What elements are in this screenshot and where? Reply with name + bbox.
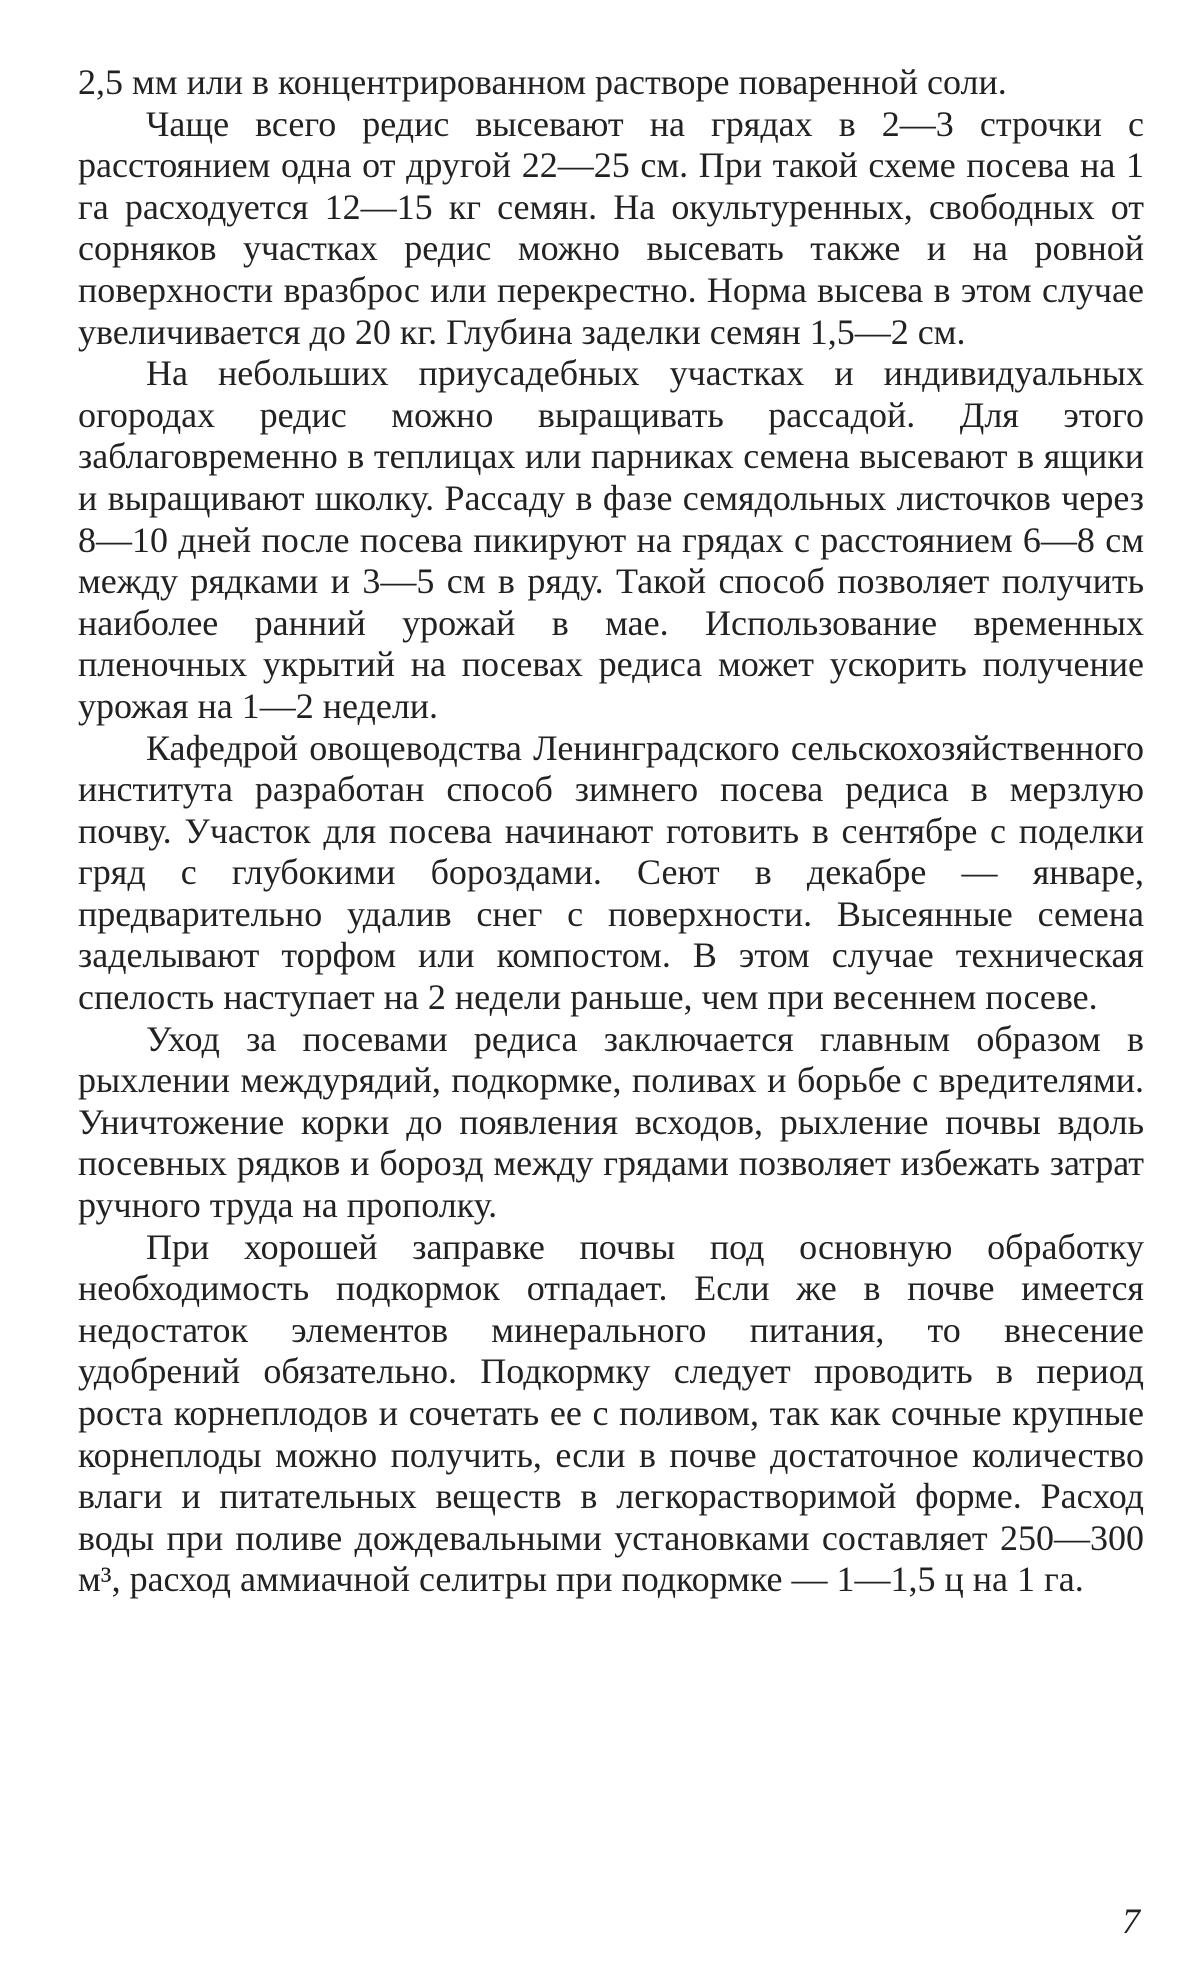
paragraph-seedling-method: На небольших приусадебных участках и индивидуальных огородах редис можно выращивать рассадой. Для этого заблаговременно в теплицах или парниках семена высевают в ящики и выращивают школку. Рассаду в фазе семядольных листочков через 8—10 дней после посева пикируют на грядах с расстоянием 6—8 см между рядками и 3—5 см в ряду. Такой способ позволяет получить наиболее ранний урожай в мае. Использование временных пленочных укрытий на посевах редиса может ускорить получение урожая на 1—2 недели. — [78, 353, 1144, 726]
document-page — [78, 62, 1144, 1601]
paragraph-sowing-scheme: Чаще всего редис высевают на грядах в 2—3 строчки с расстоянием одна от другой 22—25 см. При такой схеме посева на 1 га расходуется 12—15 кг семян. На окультуренных, свободных от сорняков участках редис можно высевать также и на ровной поверхности вразброс или перекрестно. Норма высева в этом случае увеличивается до 20 кг. Глубина заделки семян 1,5—2 см. — [78, 103, 1144, 352]
paragraph-continuation: 2,5 мм или в концентрированном растворе поваренной соли. — [78, 62, 1007, 102]
page-number: 7 — [1122, 1901, 1140, 1941]
paragraph-winter-sowing: Кафедрой овощеводства Ленинградского сельскохозяйственного института разработан способ зимнего посева редиса в мерзлую почву. Участок для посева начинают готовить в сентябре с поделки гряд с глубокими бороздами. Сеют в декабре — январе, предварительно удалив снег с поверхности. Высеянные семена заделывают торфом или компостом. В этом случае техническая спелость наступает на 2 недели раньше, чем при весеннем посеве. — [78, 727, 1144, 1018]
paragraph-crop-care: Уход за посевами редиса заключается главным образом в рыхлении междурядий, подкормке, поливах и борьбе с вредителями. Уничтожение корки до появления всходов, рыхление почвы вдоль посевных рядков и борозд между грядами позволяет избежать затрат ручного труда на прополку. — [78, 1018, 1144, 1226]
paragraph-fertilizing: При хорошей заправке почвы под основную обработку необходимость подкормок отпадает. Если же в почве имеется недостаток элементов минерального питания, то внесение удобрений обязательно. Подкормку следует проводить в период роста корнеплодов и сочетать ее с поливом, так как сочные крупные корнеплоды можно получить, если в почве достаточное количество влаги и питательных веществ в легкорастворимой форме. Расход воды при поливе дождевальными установками составляет 250—300 м³, расход аммиачной селитры при подкормке — 1—1,5 ц на 1 га. — [78, 1226, 1144, 1600]
